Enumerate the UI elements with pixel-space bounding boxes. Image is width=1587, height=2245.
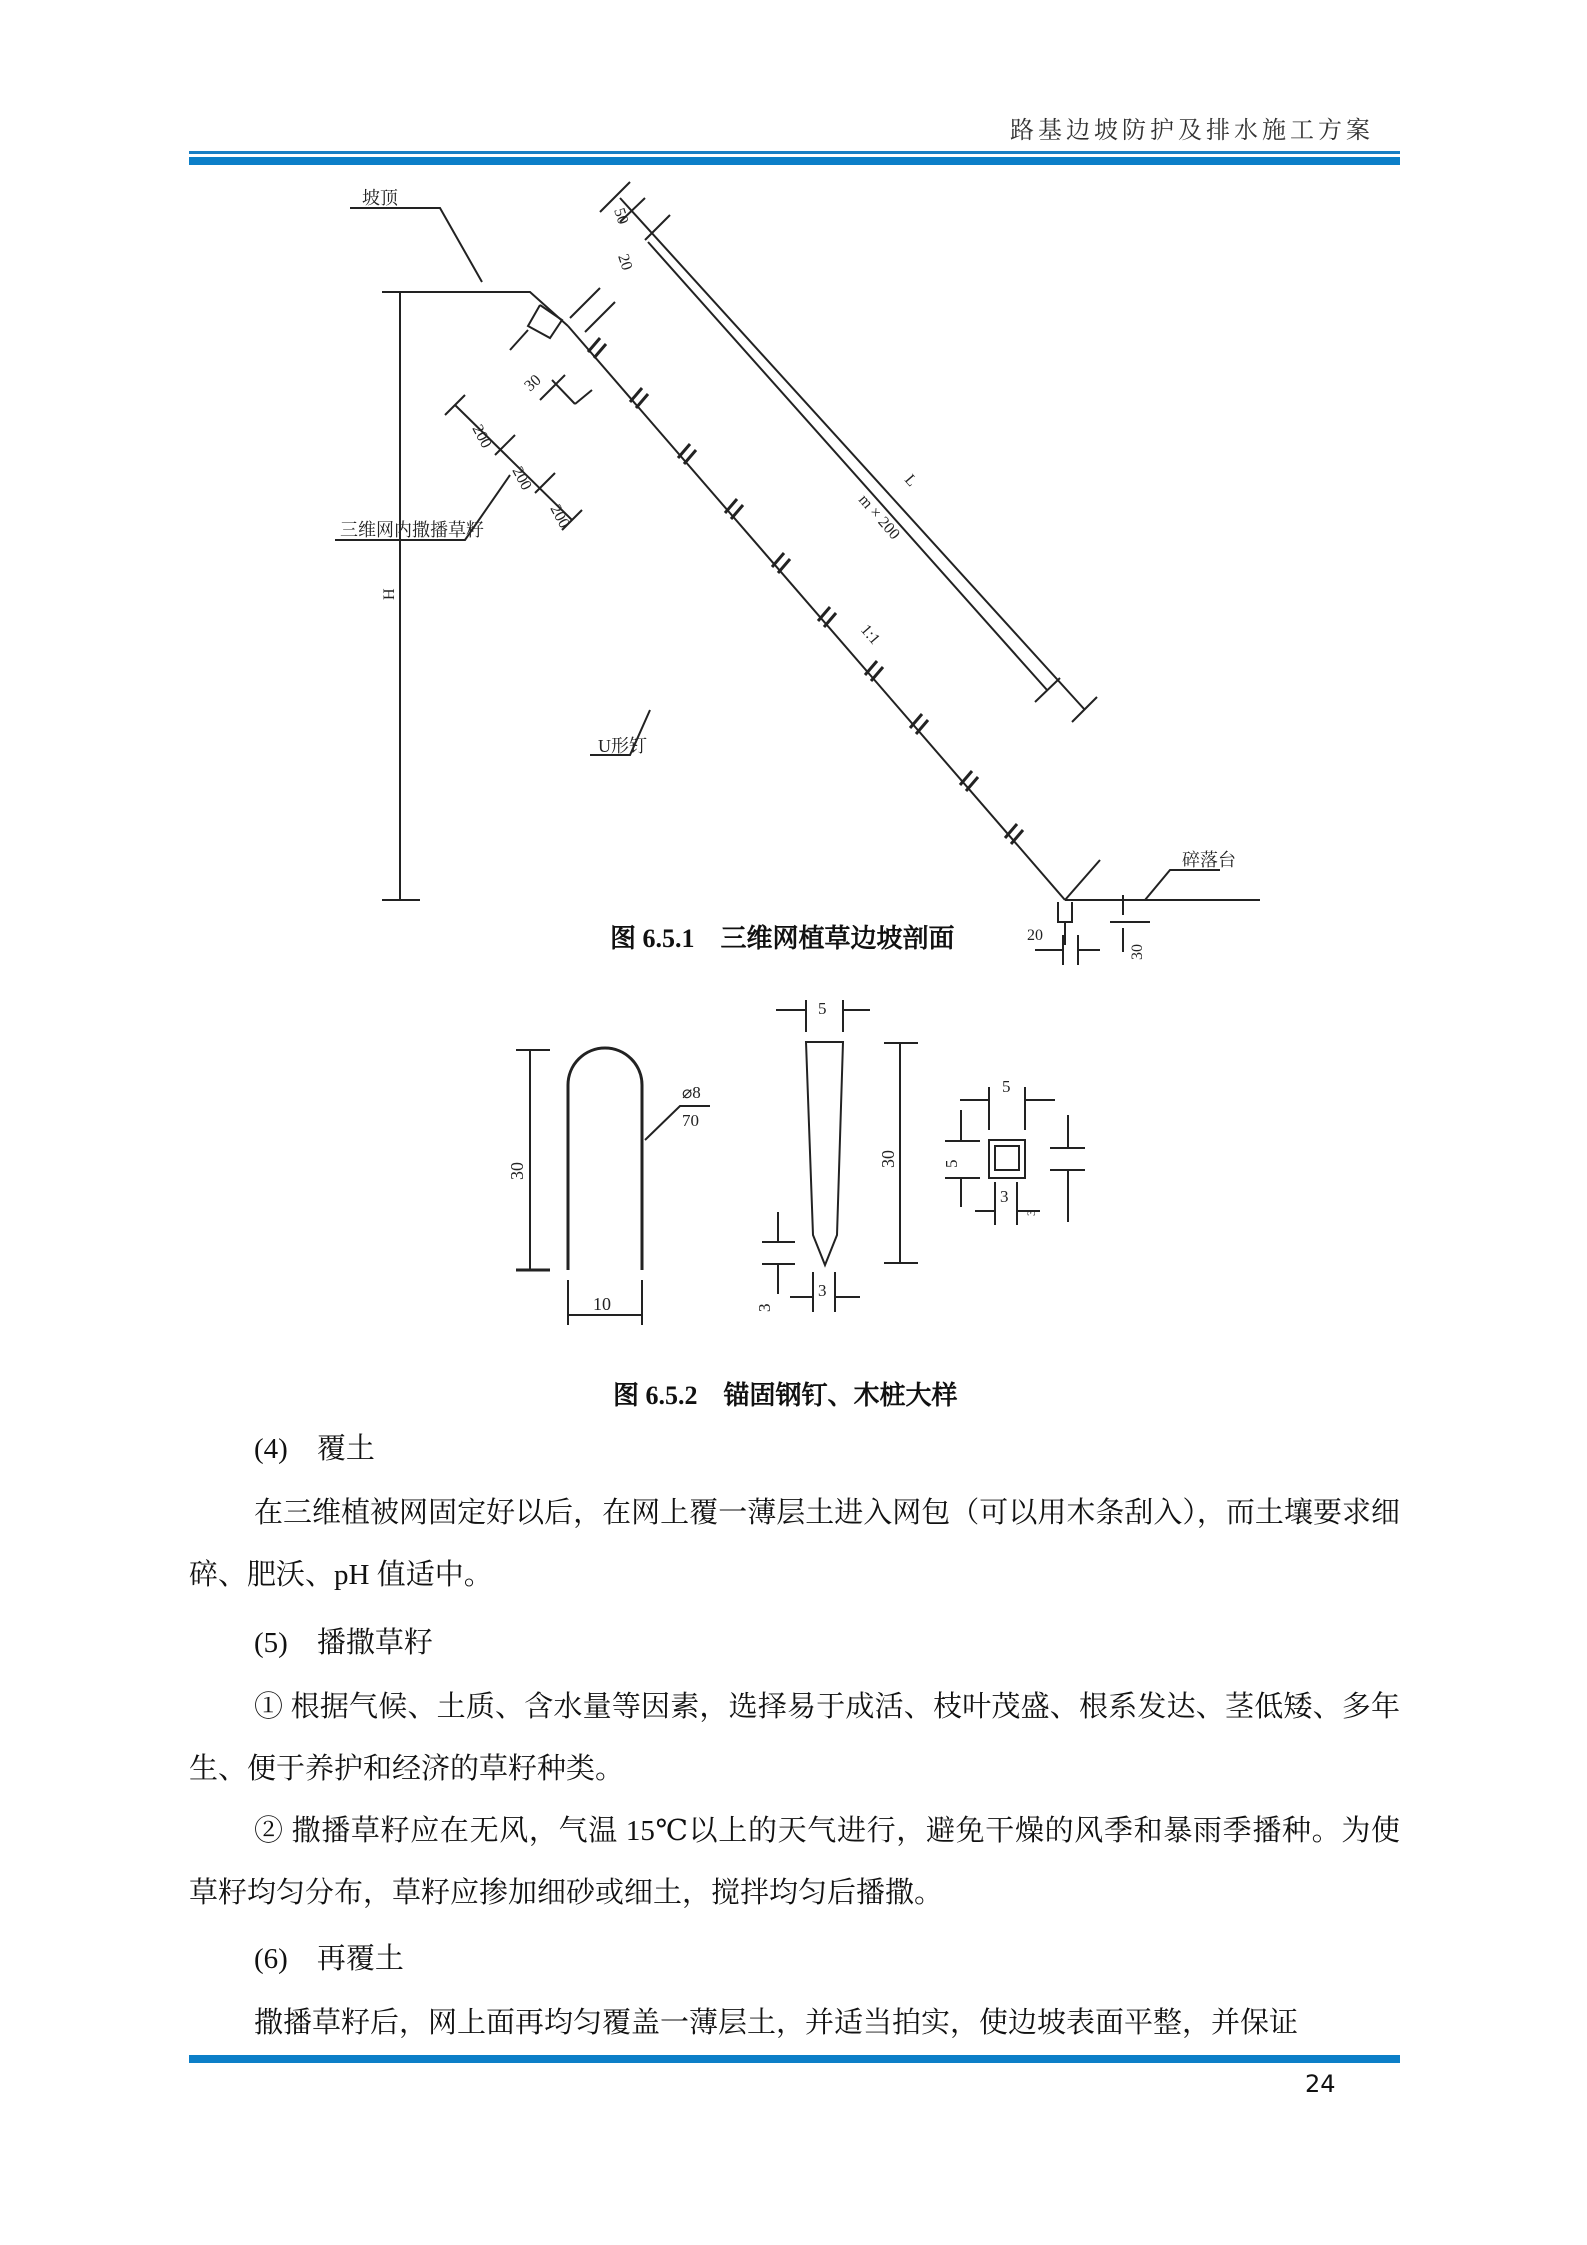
section-6-paragraph: 撒播草籽后，网上面再均匀覆盖一薄层土，并适当拍实，使边坡表面平整，并保证 [254,2007,1299,2039]
svg-text:3: 3 [755,1303,774,1312]
svg-text:1:1: 1:1 [856,621,884,649]
header-rule-thick [189,157,1400,165]
svg-text:20: 20 [1027,927,1043,944]
svg-text:3: 3 [1000,1187,1009,1206]
svg-text:200: 200 [508,463,535,494]
svg-text:20: 20 [614,251,636,273]
svg-text:L: L [900,471,921,491]
section-5-item-2: ② 撒播草籽应在无风，气温 15℃以上的天气进行，避免干燥的风季和暴雨季播种。为使草籽均匀分布，草籽应掺加细砂或细土，搅拌均匀后播撒。 [189,1815,1400,1909]
svg-text:U形钉: U形钉 [598,736,647,756]
svg-text:30: 30 [1129,944,1146,960]
svg-text:30: 30 [521,371,545,395]
svg-text:3: 3 [1024,1210,1038,1216]
figure-1-caption: 图 6.5.1 三维网植草边坡剖面 [610,924,955,953]
figure-anchor-details [480,980,1130,1330]
anchor-detail-drawing [480,980,1130,1330]
svg-text:5: 5 [818,999,827,1018]
svg-text:30: 30 [878,1150,898,1168]
svg-text:坡顶: 坡顶 [362,188,398,208]
section-heading-4: (4) 覆土 [254,1433,375,1465]
svg-text:50: 50 [610,205,632,227]
svg-text:碎落台: 碎落台 [1182,850,1236,870]
svg-text:H: H [381,588,398,600]
section-5-item-1: ① 根据气候、土质、含水量等因素，选择易于成活、枝叶茂盛、根系发达、茎低矮、多年生、便于养护和经济的草籽种类。 [189,1691,1400,1785]
svg-text:⌀8: ⌀8 [682,1083,701,1102]
svg-text:3: 3 [818,1281,827,1300]
footer-rule [189,2055,1400,2063]
section-heading-5: (5) 播撒草籽 [254,1627,433,1659]
figure-2-caption: 图 6.5.2 锚固钢钉、木桩大样 [613,1381,958,1410]
svg-text:30: 30 [507,1162,527,1180]
svg-text:200: 200 [468,421,495,452]
page-number: 24 [1305,2070,1336,2098]
section-4-paragraph: 在三维植被网固定好以后，在网上覆一薄层土进入网包（可以用木条刮入），而土壤要求细碎、肥沃、pH 值适中。 [189,1497,1400,1591]
svg-text:5: 5 [1002,1077,1011,1096]
svg-text:10: 10 [593,1294,611,1314]
svg-text:m × 200: m × 200 [854,491,903,543]
svg-text:三维网内撒播草籽: 三维网内撒播草籽 [340,520,484,540]
svg-text:200: 200 [546,501,573,532]
section-heading-6: (6) 再覆土 [254,1943,404,1975]
document-title: 路基边坡防护及排水施工方案 [1010,116,1374,144]
svg-text:5: 5 [942,1159,961,1168]
header-rule-thin [189,151,1400,154]
svg-text:70: 70 [682,1111,699,1130]
